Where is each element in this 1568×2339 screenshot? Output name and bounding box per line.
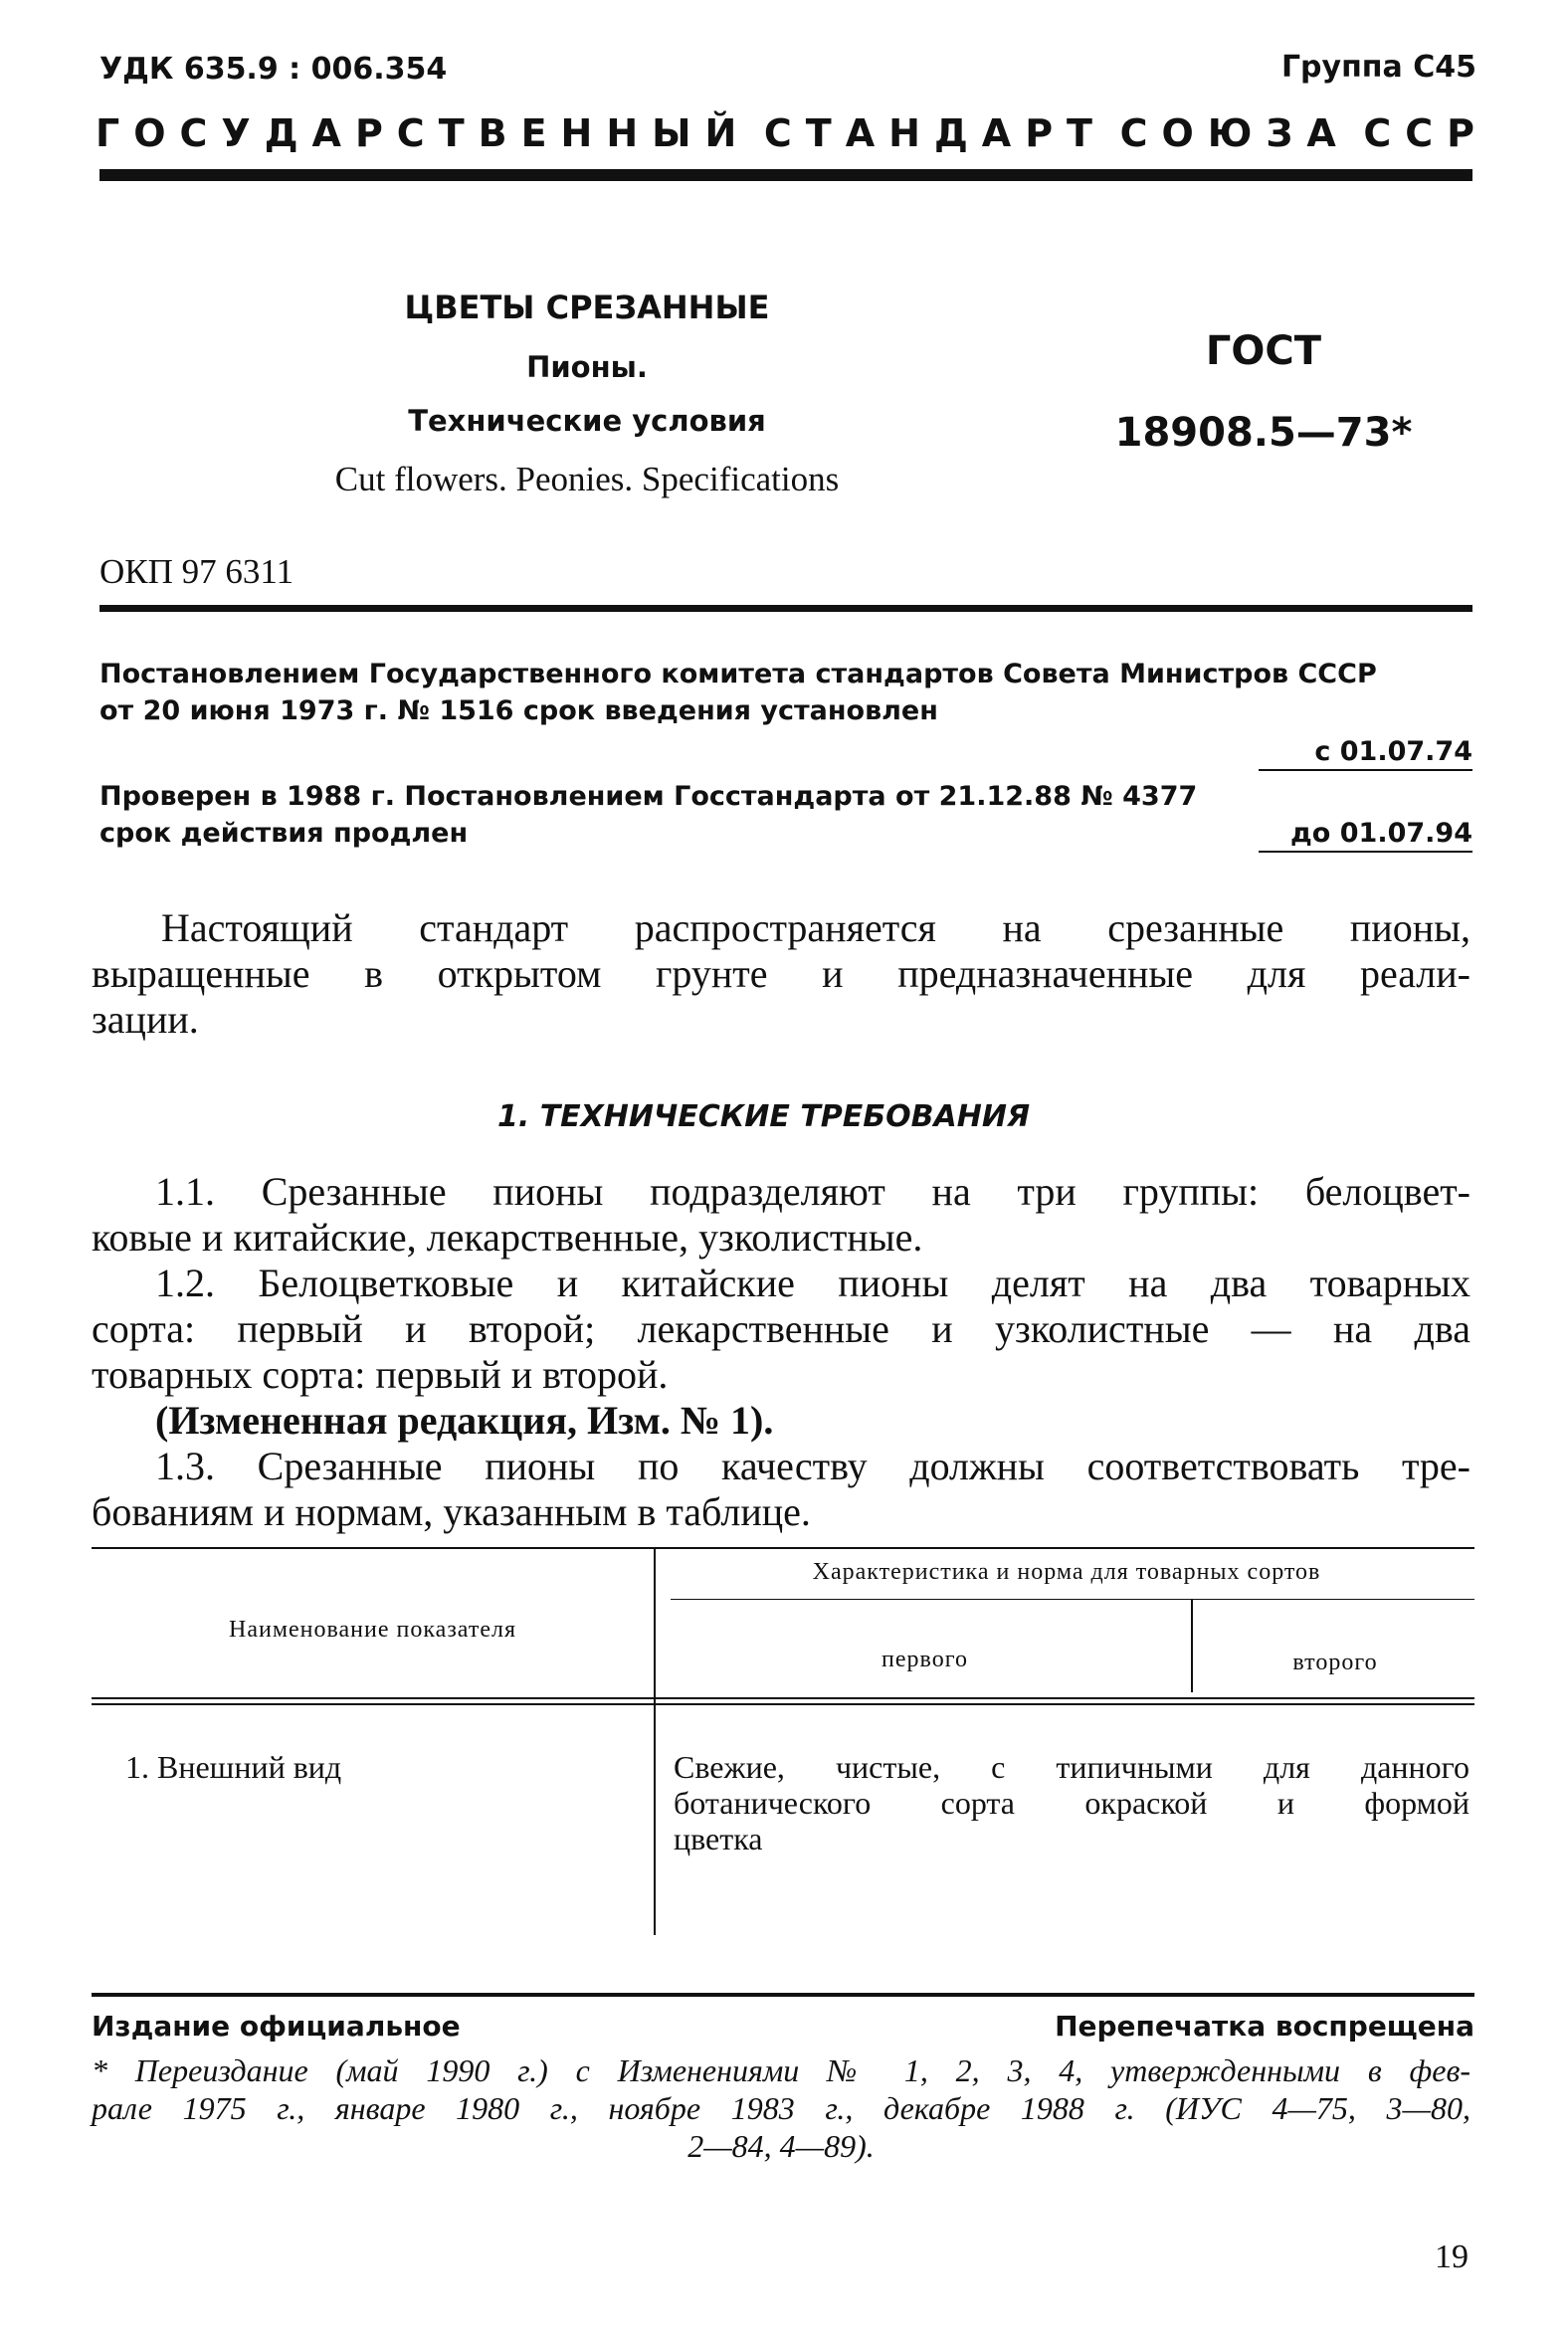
state-word-4: ССР bbox=[1363, 111, 1488, 155]
p12-line-2: сорта: первый и второй; лекарственные и узколистные — на два bbox=[92, 1306, 1470, 1351]
page-number: 19 bbox=[1435, 2239, 1469, 2275]
section-paragraphs bbox=[92, 1169, 1470, 1535]
p12-line-1: 1.2. Белоцветковые и китайские пионы делят на два товарных bbox=[155, 1261, 1470, 1305]
quality-table bbox=[92, 1547, 1474, 1945]
table-top-rule bbox=[92, 1547, 1474, 1549]
note-line-2: рале 1975 г., январе 1980 г., ноябре 1983 г., декабре 1988 г. (ИУС 4—75, 3—80, bbox=[92, 2090, 1470, 2126]
row-1-line-2: ботанического сорта окраской и формой bbox=[674, 1785, 1470, 1821]
title-sub: Пионы. bbox=[526, 350, 648, 384]
note-line-3: 2—84, 4—89). bbox=[687, 2128, 875, 2164]
header-rule bbox=[99, 169, 1472, 181]
footer-rule bbox=[92, 1993, 1474, 1997]
intro-paragraph bbox=[92, 905, 1470, 1043]
p13-line-2: бованиям и нормам, указанным в таблице. bbox=[92, 1489, 811, 1534]
intro-line-3: зации. bbox=[92, 997, 199, 1042]
row-1-line-1: Свежие, чистые, с типичными для данного bbox=[674, 1749, 1470, 1785]
col-first-second-divider bbox=[1191, 1599, 1193, 1692]
state-standard-heading bbox=[96, 111, 1488, 155]
gost-label: ГОСТ bbox=[1205, 328, 1322, 374]
title-main: ЦВЕТЫ СРЕЗАННЫЕ bbox=[404, 289, 770, 326]
p12-line-3: товарных сорта: первый и второй. bbox=[92, 1352, 669, 1397]
header-rule-2 bbox=[92, 1703, 1474, 1705]
intro-line-1: Настоящий стандарт распространяется на срезанные пионы, bbox=[161, 905, 1470, 950]
col-group-header: Характеристика и норма для товарных сортов bbox=[812, 1559, 1321, 1585]
udk-code: УДК 635.9 : 006.354 bbox=[99, 52, 448, 87]
intro-line-2: выращенные в открытом грунте и предназначенные для реали- bbox=[92, 951, 1470, 996]
group-code: Группа С45 bbox=[1280, 50, 1476, 85]
col-group-rule bbox=[671, 1599, 1474, 1600]
note-line-1: * Переиздание (май 1990 г.) с Изменениями № 1, 2, 3, 4, утвержденными в фев- bbox=[92, 2052, 1470, 2088]
state-word-1: ГОСУДАРСТВЕННЫЙ bbox=[96, 111, 751, 155]
date-from-rule bbox=[1259, 769, 1472, 771]
date-to-rule bbox=[1259, 851, 1472, 853]
decree-date-to: до 01.07.94 bbox=[1290, 818, 1472, 849]
p13-line-1: 1.3. Срезанные пионы по качеству должны соответствовать тре- bbox=[155, 1444, 1470, 1488]
decree-line-4: срок действия продлен bbox=[99, 818, 469, 849]
decree-line-1: Постановлением Государственного комитета стандартов Совета Министров СССР bbox=[99, 659, 1377, 689]
title-spec: Технические условия bbox=[408, 404, 766, 438]
section-heading: 1. ТЕХНИЧЕСКИЕ ТРЕБОВАНИЯ bbox=[497, 1099, 1031, 1134]
col-first-header: первого bbox=[882, 1647, 968, 1672]
amended-note: (Измененная редакция, Изм. № 1). bbox=[155, 1398, 774, 1443]
gost-number: 18908.5—73* bbox=[1114, 410, 1413, 456]
table-col-divider bbox=[654, 1547, 656, 1935]
reissue-note bbox=[92, 2051, 1470, 2165]
reprint-prohibited: Перепечатка воспрещена bbox=[1055, 2010, 1474, 2043]
state-word-3: СОЮЗА bbox=[1119, 111, 1350, 155]
title-english: Cut flowers. Peonies. Specifications bbox=[334, 460, 840, 498]
p11-line-1: 1.1. Срезанные пионы подразделяют на три группы: белоцвет- bbox=[155, 1169, 1470, 1214]
decree-line-3: Проверен в 1988 г. Постановлением Госстандарта от 21.12.88 № 4377 bbox=[99, 781, 1198, 812]
decree-date-from: с 01.07.74 bbox=[1314, 736, 1472, 767]
p11-line-2: ковые и китайские, лекарственные, узколистные. bbox=[92, 1215, 923, 1260]
okp-rule bbox=[99, 605, 1472, 612]
row-1-name: 1. Внешний вид bbox=[125, 1749, 342, 1785]
decree-line-2: от 20 июня 1973 г. № 1516 срок введения установлен bbox=[99, 695, 938, 726]
col-second-header: второго bbox=[1292, 1650, 1378, 1675]
official-edition: Издание официальное bbox=[92, 2010, 461, 2043]
state-word-2: СТАНДАРТ bbox=[763, 111, 1106, 155]
col-name-header: Наименование показателя bbox=[229, 1617, 516, 1643]
row-1-value bbox=[674, 1749, 1470, 1856]
okp-code: ОКП 97 6311 bbox=[99, 552, 294, 591]
header-rule-1 bbox=[92, 1697, 1474, 1699]
row-1-line-3: цветка bbox=[674, 1821, 763, 1856]
